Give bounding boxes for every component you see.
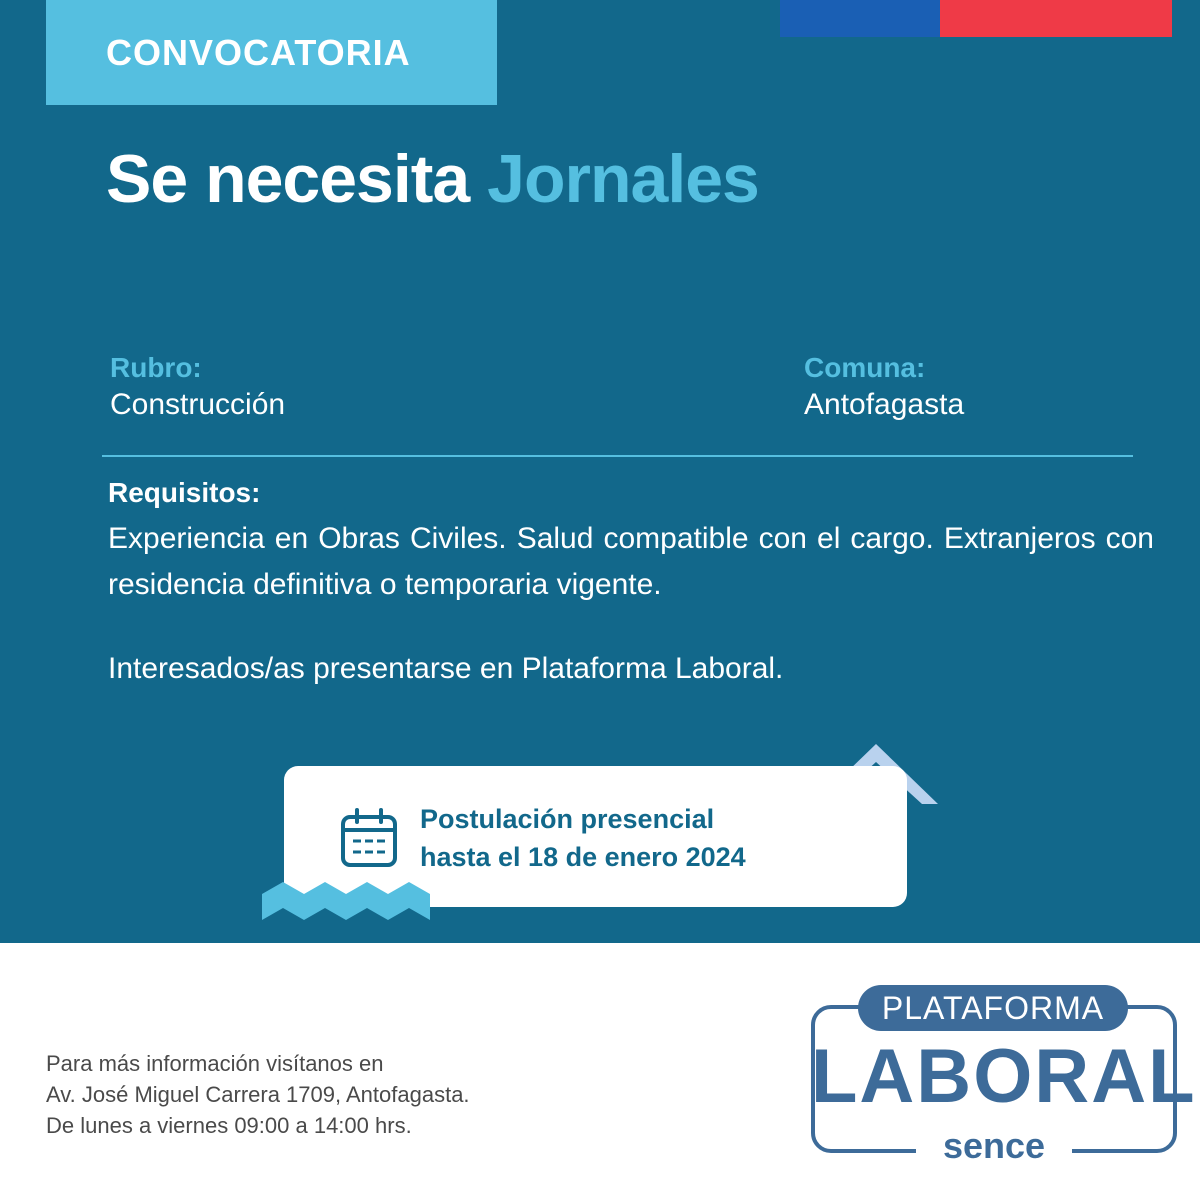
interested-note: Interesados/as presentarse en Plataforma Laboral. <box>108 652 784 685</box>
logo-top-label: PLATAFORMA <box>858 985 1128 1031</box>
application-line-1: Postulación presencial <box>420 804 715 834</box>
footer-line-3: De lunes a viernes 09:00 a 14:00 hrs. <box>46 1113 412 1138</box>
wave-decoration-icon <box>262 880 432 922</box>
banner-label: CONVOCATORIA <box>106 31 411 73</box>
logo-sub-label: sence <box>916 1127 1072 1167</box>
footer-line-1: Para más información visítanos en <box>46 1051 384 1076</box>
headline-highlight: Jornales <box>487 141 759 217</box>
comuna-value: Antofagasta <box>804 388 965 421</box>
calendar-icon <box>340 808 398 868</box>
requirements-title: Requisitos: <box>108 477 261 508</box>
divider <box>102 455 1133 457</box>
convocatoria-banner <box>46 0 497 105</box>
requirements-text: Experiencia en Obras Civiles. Salud compatible con el cargo. Extranjeros con residencia definitiva o temporaria vigente. <box>108 522 1154 601</box>
application-deadline <box>420 800 746 876</box>
rubro-value: Construcción <box>110 388 286 421</box>
flag-blue-stripe <box>780 0 940 37</box>
footer-line-2: Av. José Miguel Carrera 1709, Antofagasta. <box>46 1082 470 1107</box>
comuna-label: Comuna: <box>804 352 926 383</box>
plataforma-laboral-logo <box>811 985 1197 1167</box>
rubro-label: Rubro: <box>110 352 202 383</box>
footer-info <box>46 1048 470 1141</box>
application-line-2: hasta el 18 de enero 2024 <box>420 842 746 872</box>
logo-main-label: LABORAL <box>811 1034 1197 1119</box>
flag-red-stripe <box>940 0 1172 37</box>
page-title <box>106 140 759 218</box>
headline-prefix: Se necesita <box>106 141 470 217</box>
